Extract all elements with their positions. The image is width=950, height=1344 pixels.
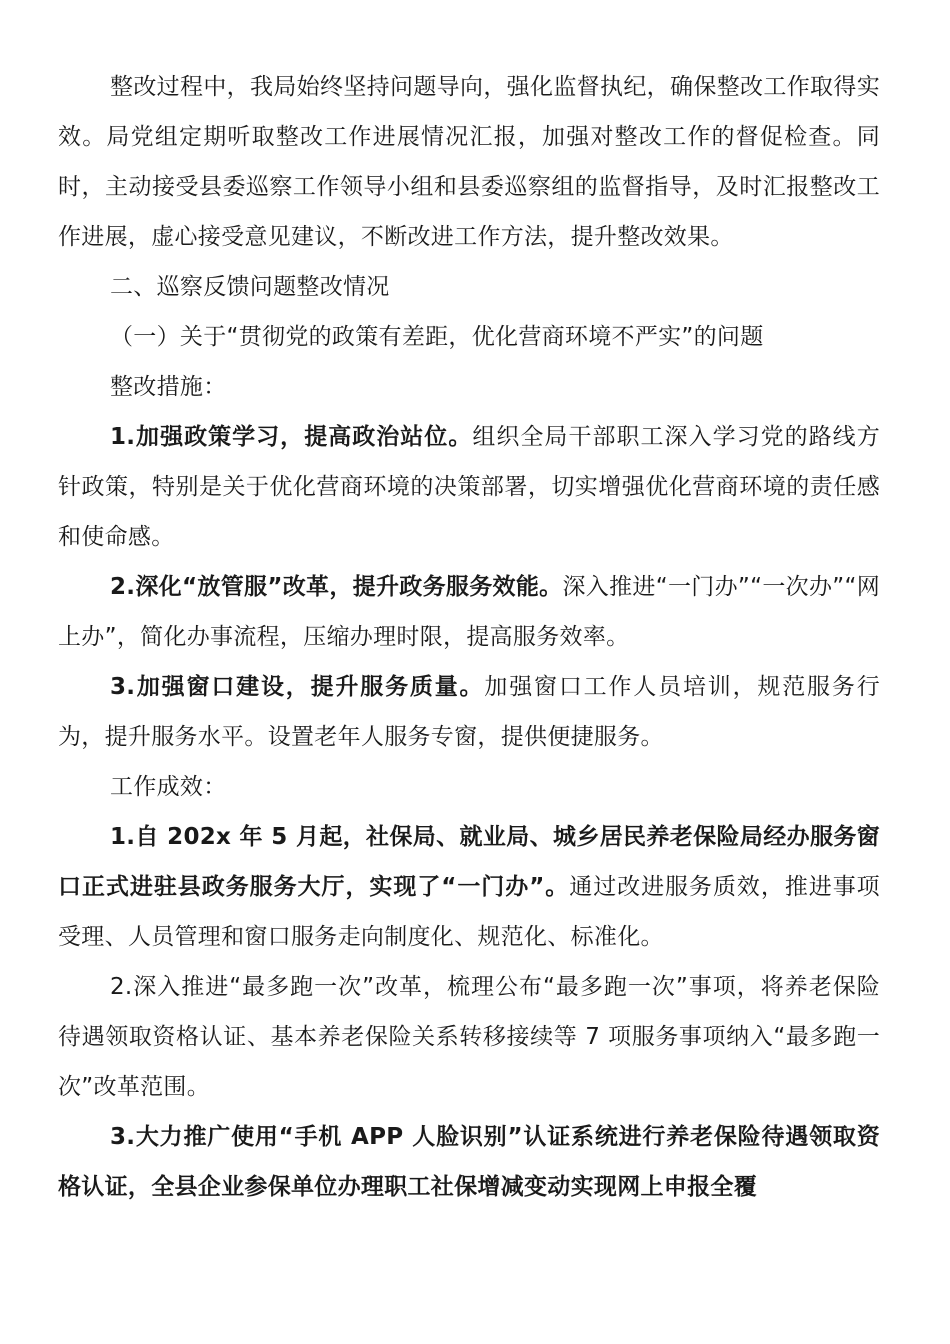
measure-2-title: 2.深化“放管服”改革，提升政务服务效能。: [110, 574, 563, 600]
paragraph-text: 整改过程中，我局始终坚持问题导向，强化监督执纪，确保整改工作取得实效。局党组定期听取整改工作进展情况汇报，加强对整改工作的督促检查。同时，主动接受县委巡察工作领导小组和县委巡察组的监督指导，及时汇报整改工作进展，虚心接受意见建议，不断改进工作方法，提升整改效果。: [58, 74, 880, 250]
result-3-title: 3.大力推广使用“手机 APP 人脸识别”认证系统进行养老保险待遇领取资格认证，全县企业参保单位办理职工社保增减变动实现网上申报全覆: [58, 1124, 880, 1200]
section-heading-text: 二、巡察反馈问题整改情况: [110, 274, 390, 300]
measure-3-title: 3.加强窗口建设，提升服务质量。: [110, 674, 485, 700]
paragraph-rectification-process: [58, 62, 880, 262]
measure-2-body: 深入推进“一门办”“一次办”“网上办”，简化办事流程，压缩办理时限，提高服务效率。: [58, 574, 880, 650]
measures-label-text: 整改措施：: [110, 374, 227, 400]
result-item-3: [58, 1112, 880, 1212]
measures-label: [58, 362, 880, 412]
subsection-heading-1: [58, 312, 880, 362]
document-page: [58, 62, 880, 1212]
result-2-text: 2.深入推进“最多跑一次”改革，梳理公布“最多跑一次”事项，将养老保险待遇领取资格认证、基本养老保险关系转移接续等 7 项服务事项纳入“最多跑一次”改革范围。: [58, 974, 880, 1100]
results-label-text: 工作成效：: [110, 774, 227, 800]
result-1-body: 通过改进服务质效，推进事项受理、人员管理和窗口服务走向制度化、规范化、标准化。: [58, 874, 880, 950]
section-heading-2: [58, 262, 880, 312]
measure-item-3: [58, 662, 880, 762]
result-item-2: [58, 962, 880, 1112]
measure-1-body: 组织全局干部职工深入学习党的路线方针政策，特别是关于优化营商环境的决策部署，切实增强优化营商环境的责任感和使命感。: [58, 424, 880, 550]
measure-1-title: 1.加强政策学习，提高政治站位。: [110, 424, 473, 450]
measure-3-body: 加强窗口工作人员培训，规范服务行为，提升服务水平。设置老年人服务专窗，提供便捷服务。: [58, 674, 880, 750]
measure-item-1: [58, 412, 880, 562]
results-label: [58, 762, 880, 812]
result-1-title: 1.自 202x 年 5 月起，社保局、就业局、城乡居民养老保险局经办服务窗口正式进驻县政务服务大厅，实现了“一门办”。: [58, 824, 880, 900]
subsection-heading-text: （一）关于“贯彻党的政策有差距，优化营商环境不严实”的问题: [110, 324, 764, 350]
measure-item-2: [58, 562, 880, 662]
result-item-1: [58, 812, 880, 962]
